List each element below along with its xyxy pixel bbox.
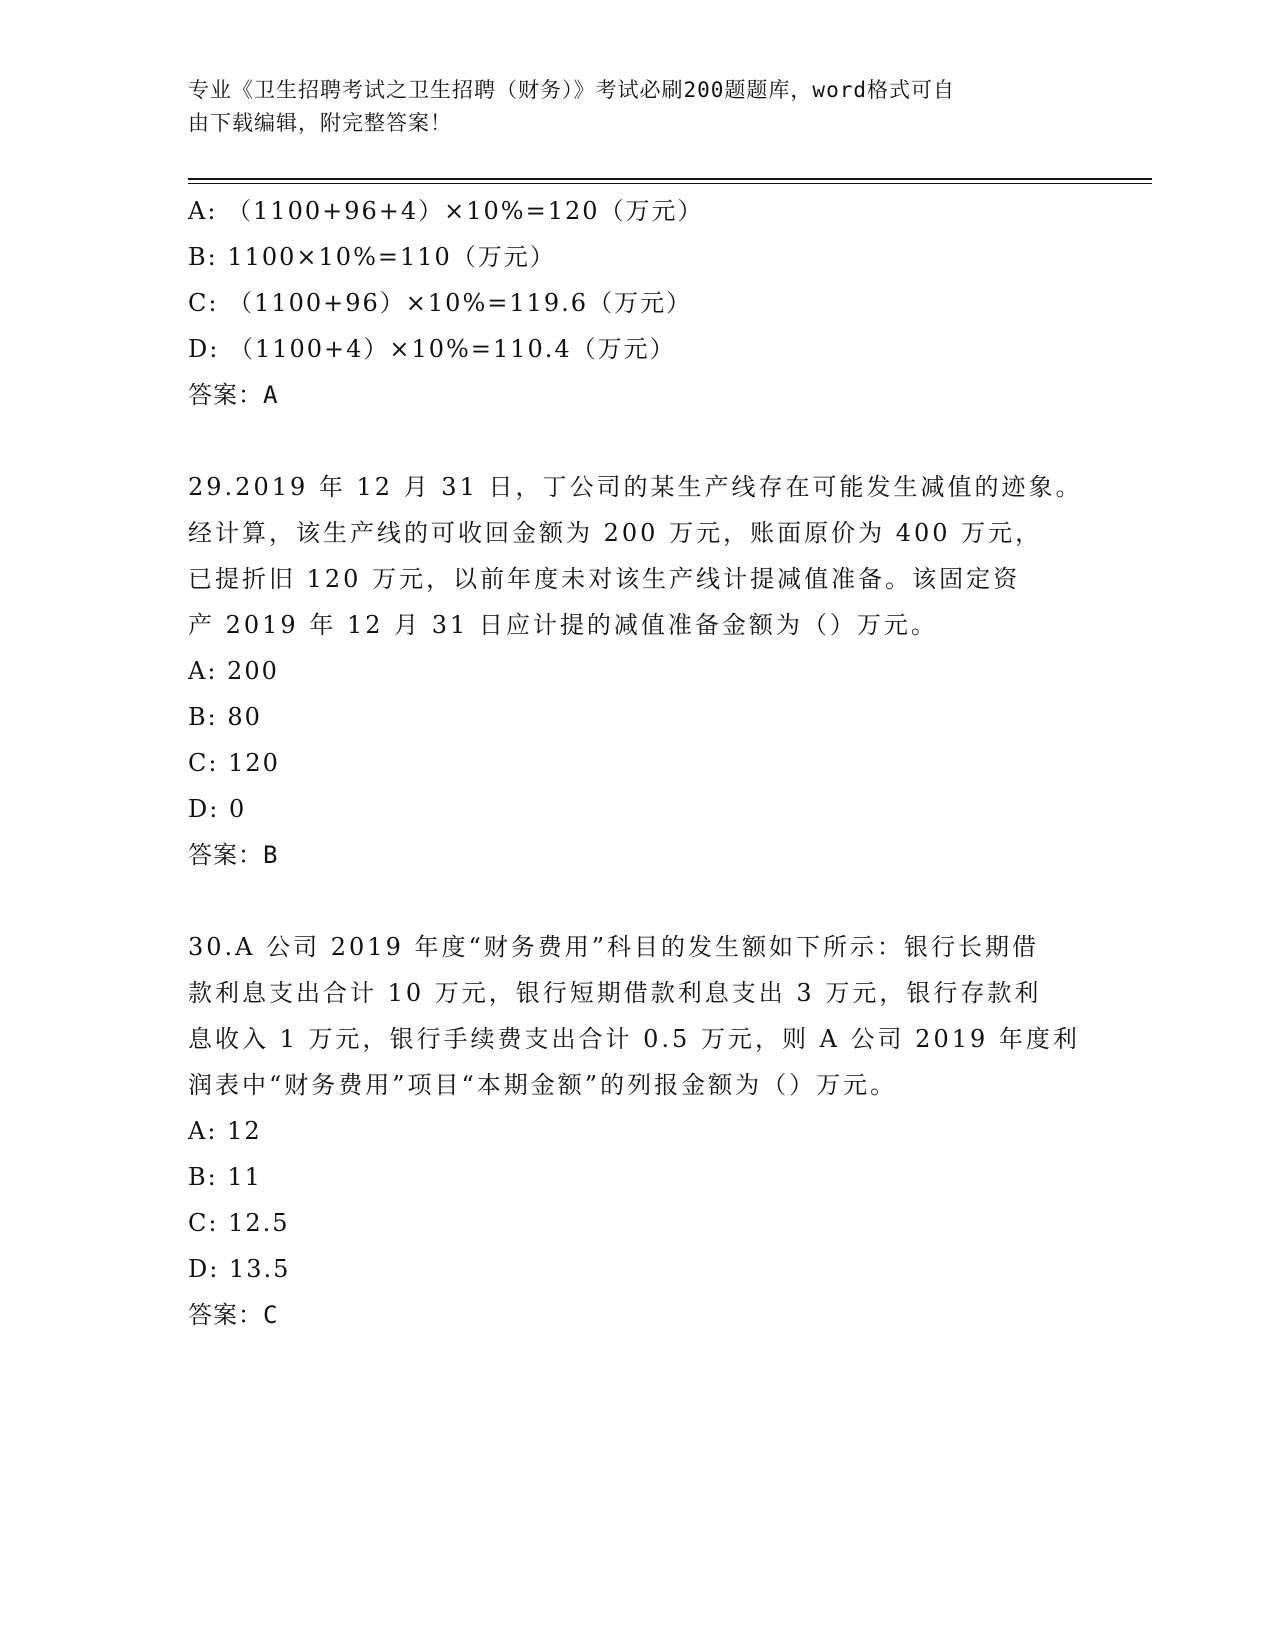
- option-a: A: （1100+96+4）×10%=120（万元）: [188, 197, 704, 225]
- option-c: C: 120: [188, 749, 280, 777]
- option-b: B: 11: [188, 1163, 262, 1191]
- stem-line: 产 2019 年 12 月 31 日应计提的减值准备金额为（）万元。: [188, 611, 938, 639]
- answer: 答案：B: [188, 841, 279, 869]
- option-d: D: （1100+4）×10%=110.4（万元）: [188, 335, 676, 363]
- question-28: [188, 188, 1088, 418]
- question-30: [188, 924, 1088, 1338]
- answer: 答案：A: [188, 381, 279, 409]
- option-a: A: 12: [188, 1117, 262, 1145]
- document-header: [188, 74, 1068, 140]
- option-b: B: 80: [188, 703, 262, 731]
- spacer: [188, 878, 1088, 924]
- header-rule-thick: [188, 178, 1152, 180]
- header-line-2: 由下载编辑，附完整答案！: [188, 111, 452, 135]
- question-list: [188, 188, 1088, 1338]
- stem-line: 息收入 1 万元，银行手续费支出合计 0.5 万元，则 A 公司 2019 年度利: [188, 1025, 1080, 1053]
- question-stem: [188, 924, 1088, 1108]
- stem-line: 29.2019 年 12 月 31 日，丁公司的某生产线存在可能发生减值的迹象。: [188, 473, 1083, 501]
- stem-line: 润表中“财务费用”项目“本期金额”的列报金额为（）万元。: [188, 1071, 898, 1099]
- stem-line: 款利息支出合计 10 万元，银行短期借款利息支出 3 万元，银行存款利: [188, 979, 1042, 1007]
- option-c: C: （1100+96）×10%=119.6（万元）: [188, 289, 693, 317]
- question-29: [188, 464, 1088, 878]
- stem-line: 经计算，该生产线的可收回金额为 200 万元，账面原价为 400 万元，: [188, 519, 1043, 547]
- stem-line: 已提折旧 120 万元，以前年度未对该生产线计提减值准备。该固定资: [188, 565, 1021, 593]
- spacer: [188, 418, 1088, 464]
- option-b: B: 1100×10%=110（万元）: [188, 243, 556, 271]
- answer: 答案：C: [188, 1301, 279, 1329]
- question-stem: [188, 464, 1088, 648]
- option-a: A: 200: [188, 657, 279, 685]
- stem-line: 30.A 公司 2019 年度“财务费用”科目的发生额如下所示：银行长期借: [188, 933, 1040, 961]
- option-d: D: 0: [188, 795, 247, 823]
- header-rule-thin: [188, 183, 1152, 184]
- option-c: C: 12.5: [188, 1209, 290, 1237]
- option-d: D: 13.5: [188, 1255, 291, 1283]
- header-line-1: 专业《卫生招聘考试之卫生招聘（财务）》考试必刷200题题库，word格式可自: [188, 78, 955, 102]
